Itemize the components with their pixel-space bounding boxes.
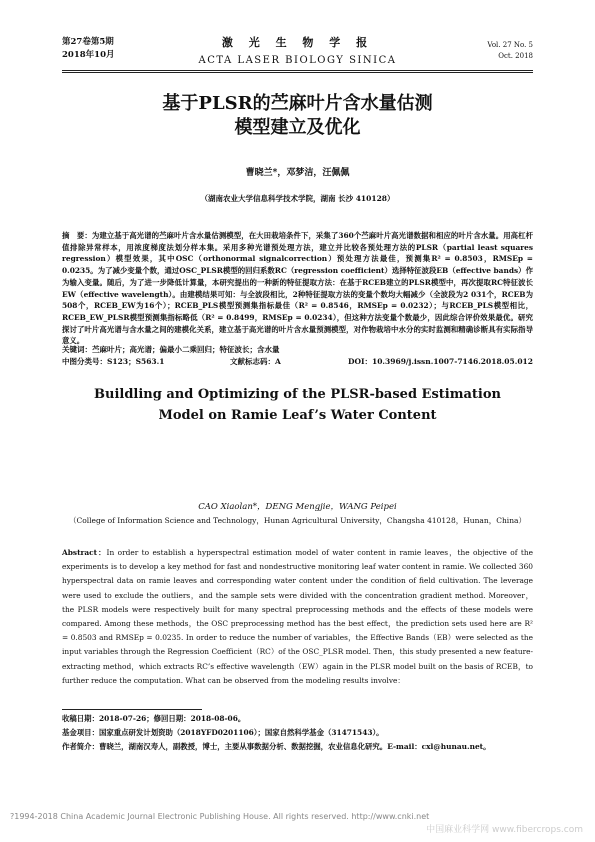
authors-en: CAO Xiaolan*，DENG Mengjie，WANG Peipei (198, 502, 397, 512)
footnote-rule (62, 709, 202, 710)
affiliation-en: （College of Information Science and Technology，Hunan Agricultural University，Changsha 410128，Hunan，China） (68, 516, 526, 525)
abstract-cn-label: 摘 要： (62, 231, 92, 240)
volume-en: Vol. 27 No. 5 (487, 41, 533, 49)
title-en-line2: Model on Ramie Leaf’s Water Content (158, 408, 437, 423)
copyright-footer: ?1994-2018 China Academic Journal Electronic Publishing House. All rights reserved. http://www.cnki.net (10, 812, 430, 821)
title-cn-line1: 基于PLSR的苎麻叶片含水量估测 (162, 93, 433, 114)
watermark: 中国麻业科学网 www.fibercrops.com (426, 825, 583, 835)
affiliation-cn: （湖南农业大学信息科学技术学院，湖南 长沙 410128） (200, 194, 395, 203)
keywords-cn (62, 344, 533, 355)
abstract-cn-text: 为建立基于高光谱的苎麻叶片含水量估测模型，在大田栽培条件下，采集了360个苎麻叶片高光谱数据和相应的叶片含水量。用高杠杆值排除异常样本，用浓度梯度法划分样本集。采用多种光谱预处理方法，建立并比较各预处理方法的PLSR（partial least squares regression）模型效果，其中OSC（orthonormal signalcorrection）预处理方法最佳，预测集R² = 0.8503，RMSEp = 0.0235。为了减少变量个数，通过OSC_PLSR模型的回归系数RC（regression coefficient）选择特征波段EB（effective bands）作为输入变量。随后，为了进一步降低计算量，本研究提出的一种新的特征提取方法：在基于RCEB建立的PLSR模型中，再次提取RC特征波长EW（effective wavelength）。由建模结果可知：与全波段相比，2种特征提取方法的变量个数均大幅减少（全波段为2 031个，RCEB为508个，RCEB_EW为16个）；RCEB_PLS模型预测集指标最佳（R² = 0.8546，RMSEp = 0.0232）；与RCEB_PLS模型相比，RCEB_EW_PLSR模型预测集指标略低（R² = 0.8499，RMSEp = 0.0234），但这种方法变量个数最少，因此综合评价效果最优。研究探讨了叶片高光谱与含水量之间的建模化关系，建立基于高光谱的叶片含水量预测模型，对作物栽培中水分的实时监测和精确诊断具有实际指导意义。 (62, 231, 533, 346)
issue-info-en (487, 40, 533, 62)
keywords-text: 苎麻叶片；高光谱；偏最小二乘回归；特征波长；含水量 (92, 345, 280, 354)
title-en-line1: Buildling and Optimizing of the PLSR-based Estimation (94, 387, 501, 402)
footnote-received: 收稿日期：2018-07-26；修回日期：2018-08-06。 (62, 714, 246, 723)
header-rule (62, 70, 533, 71)
title-cn-line2: 模型建立及优化 (234, 117, 361, 138)
footnote-funding: 基金项目：国家重点研发计划资助（2018YFD0201106）；国家自然科学基金（31471543）。 (62, 728, 384, 737)
date-en: Oct. 2018 (498, 52, 533, 60)
doi[interactable]: DOI：10.3969/j.issn.1007-7146.2018.05.012 (347, 357, 533, 366)
clc-number: 中图分类号：S123；S563.1 (62, 357, 165, 366)
document-code: 文献标志码：A (230, 357, 281, 366)
keywords-label: 关键词： (62, 345, 92, 354)
abstract-en (62, 546, 533, 688)
volume-cn: 第27卷第5期 (62, 37, 114, 47)
journal-name-cn: 激 光 生 物 学 报 (221, 36, 374, 49)
abstract-cn (62, 230, 533, 347)
article-title-cn (0, 92, 595, 140)
journal-name-en: ACTA LASER BIOLOGY SINICA (198, 55, 397, 66)
date-cn: 2018年10月 (62, 50, 115, 60)
header-rule-double (62, 72, 533, 73)
abstract-en-text: In order to establish a hyperspectral estimation model of water content in ramie leaves，the objective of the experiments is to develop a key method for fast and nondestructive monitoring leaf water content in ramie. We collected 360 hyperspectral data on ramie leaves and corresponding water content under the condition of field cultivation. The leverage were used to exclude the outliers，and the sample sets were divided with the concentration gradient method. Moreover，the PLSR models were respectively built for many spectral preprocessing methods and the effects of these models were compared. Among these methods，the OSC preprocessing method has the best effect，the prediction sets used here are R² = 0.8503 and RMSEp = 0.0235. In order to reduce the number of variables，the Effective Bands（EB）were selected as the input variables through the Regression Coefficient（RC）of the OSC_PLSR model. Then，this study presented a new feature-extracting method，which extracts RC’s effective wavelength（EW）again in the PLSR model built on the basis of RCEB，to further reduce the computation. What can be observed from the modeling results involve： (62, 548, 533, 685)
abstract-en-label: Abstract： (62, 548, 107, 557)
authors-cn: 曹晓兰*，邓梦洁，汪佩佩 (245, 168, 350, 178)
article-title-en (0, 384, 595, 426)
footnote-author-bio: 作者简介：曹晓兰，湖南汉寿人，副教授，博士，主要从事数据分析、数据挖掘，农业信息化研究。E-mail：cxl@hunau.net。 (62, 742, 491, 751)
